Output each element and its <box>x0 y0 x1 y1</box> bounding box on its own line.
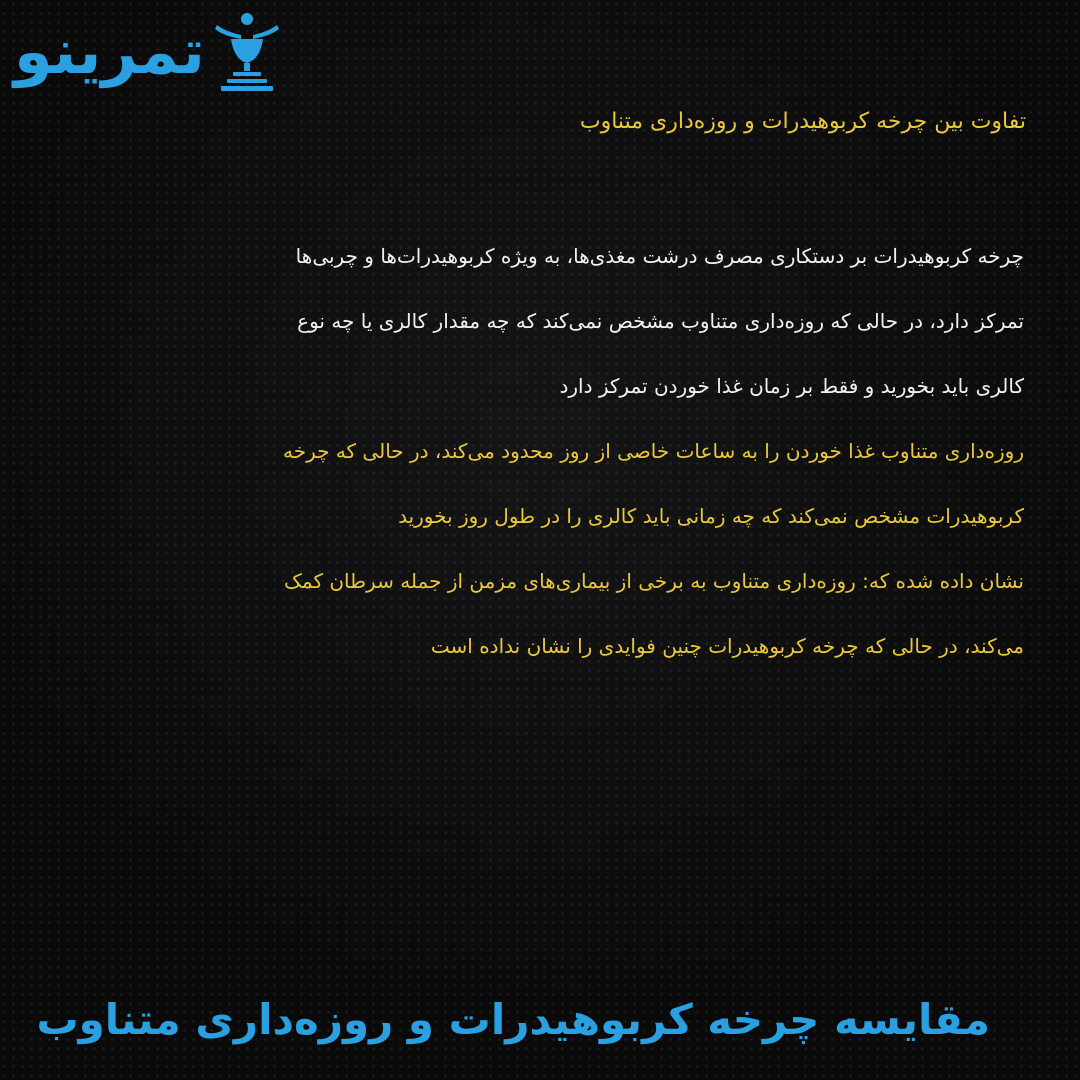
paragraph-focus <box>74 224 1024 419</box>
paragraph-line: چرخه کربوهیدرات بر دستکاری مصرف درشت مغذی‌ها، به ویژه کربوهیدرات‌ها و چربی‌ها <box>295 244 1024 268</box>
page-headline: تفاوت بین چرخه کربوهیدرات و روزه‌داری متناوب <box>579 109 1026 134</box>
brand-wordmark: تمرینو <box>14 15 205 88</box>
paragraph-line: روزه‌داری متناوب غذا خوردن را به ساعات خاصی از روز محدود می‌کند، در حالی که چرخه <box>282 439 1024 463</box>
paragraph-line: تمرکز دارد، در حالی که روزه‌داری متناوب مشخص نمی‌کند که چه مقدار کالری یا چه نوع <box>297 309 1024 333</box>
paragraph-line: کالری باید بخورید و فقط بر زمان غذا خوردن تمرکز دارد <box>559 374 1024 398</box>
paragraph-line: می‌کند، در حالی که چرخه کربوهیدرات چنین فوایدی را نشان نداده است <box>430 634 1024 658</box>
paragraph-line: کربوهیدرات مشخص نمی‌کند که چه زمانی باید کالری را در طول روز بخورید <box>398 504 1024 528</box>
article-body <box>74 224 1024 679</box>
paragraph-timing <box>74 419 1024 549</box>
brand-logo <box>14 6 444 98</box>
paragraph-line: نشان داده شده که: روزه‌داری متناوب به برخی از بیماری‌های مزمن از جمله سرطان کمک <box>284 569 1024 593</box>
goblet-icon <box>211 9 283 95</box>
footer-title: مقایسه چرخه کربوهیدرات و روزه‌داری متناوب <box>36 995 990 1044</box>
paragraph-benefits <box>74 549 1024 679</box>
